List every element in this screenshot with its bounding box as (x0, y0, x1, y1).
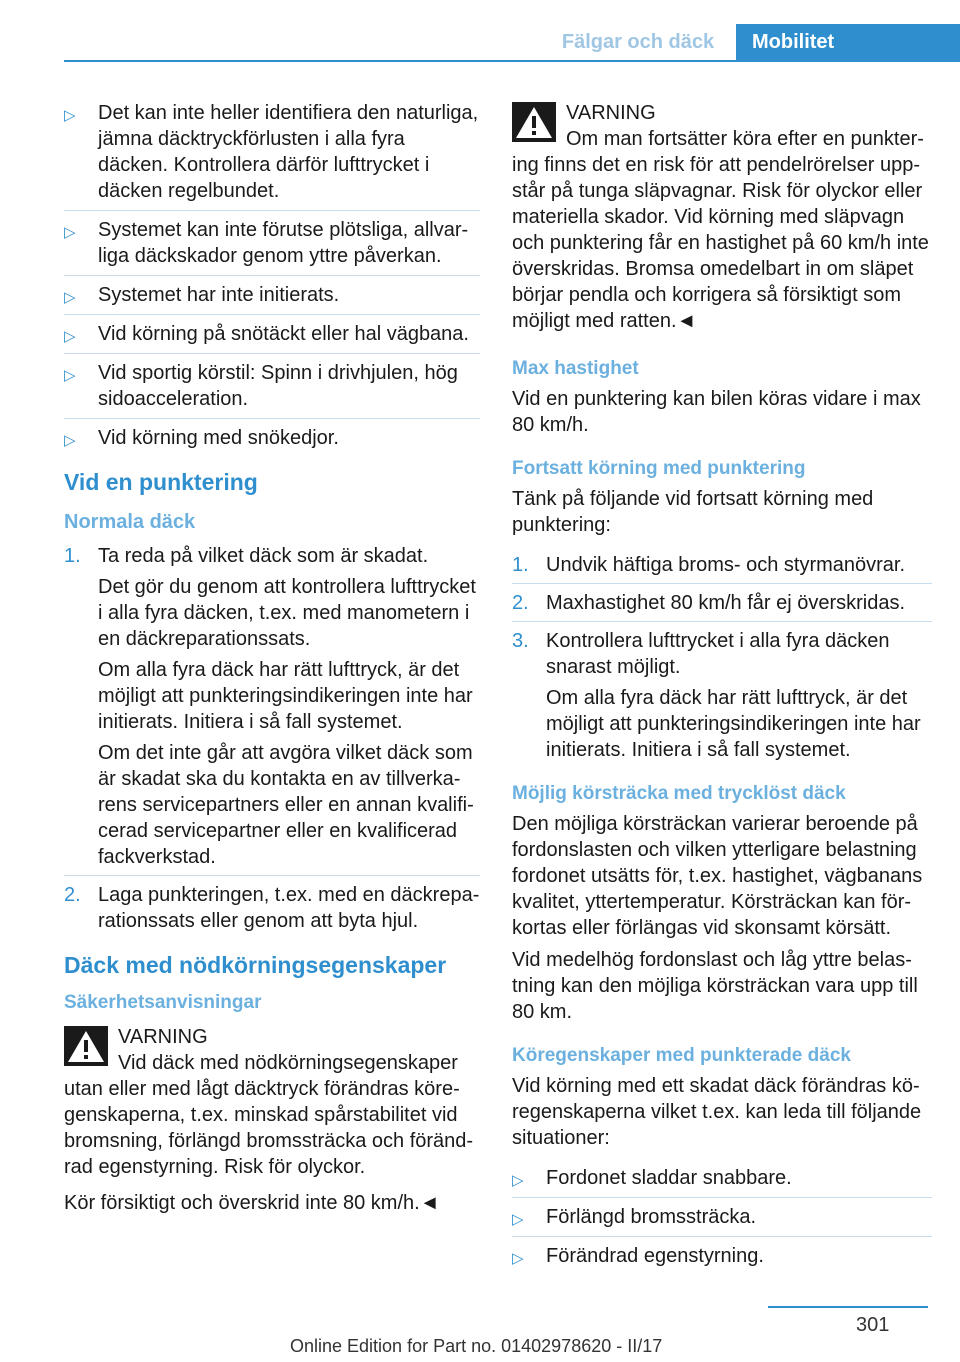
divider (512, 1197, 932, 1198)
triangle-bullet-icon: ▷ (512, 1172, 524, 1189)
warning-title: VARNING (118, 1026, 208, 1048)
step-text: Om det inte går att avgöra vilket däck som är skadat ska du kontakta en av tillverkarens servicepartners eller en annan kvalificerad servicepartner eller en kvalificerad fackverkstad. (98, 742, 474, 868)
step-number: 1. (512, 554, 529, 576)
list-item: ▷ Förändrad egenstyrning. (512, 1243, 932, 1269)
list-item: ▷ Fordonet sladdar snabbare. (512, 1165, 932, 1191)
list-item: ▷ Förlängd bromssträcka. (512, 1204, 932, 1230)
step-text: Ta reda på vilket däck som är skadat. (98, 545, 429, 567)
left-column (64, 100, 480, 1222)
paragraph: Vid körning med ett skadat däck förändras köregenskaperna vilket t.ex. kan leda till följande situationer: (512, 1075, 922, 1149)
numbered-step (512, 552, 932, 578)
triangle-bullet-icon: ▷ (64, 289, 76, 306)
footer-divider (768, 1306, 928, 1308)
page-number: 301 (856, 1314, 890, 1336)
step-text: Kontrollera lufttrycket i alla fyra däcken snarast möjligt. (546, 630, 890, 678)
divider (64, 418, 480, 419)
numbered-step (512, 628, 932, 763)
list-item: ▷ Vid körning på snötäckt eller hal vägbana. (64, 321, 480, 347)
heading-fortsatt-korning: Fortsatt körning med punktering (512, 458, 806, 479)
warning-triangle-icon (512, 102, 556, 142)
list-item: ▷ Vid körning med snökedjor. (64, 425, 480, 451)
heading-koregenskaper: Köregenskaper med punkterade däck (512, 1045, 851, 1066)
numbered-step (64, 543, 480, 870)
paragraph: Tänk på följande vid fortsatt körning med punktering: (512, 488, 874, 536)
list-item: ▷ Vid sportig körstil: Spinn i drivhjulen, hög sidoacceleration. (64, 362, 458, 410)
heading-vid-en-punktering: Vid en punktering (64, 469, 258, 495)
list-item: ▷ Systemet kan inte förutse plötsliga, allvarliga däckskador genom yttre påverkan. (64, 219, 469, 267)
divider (512, 621, 932, 622)
heading-sakerhetsanvisningar: Säkerhetsanvisningar (64, 992, 262, 1013)
paragraph: Vid medelhög fordonslast och låg yttre belastning kan den möjliga körsträckan vara upp till 80 km. (512, 949, 918, 1023)
warning-text: Vid däck med nödkörningsegenskaper utan eller med lågt däcktryck förändras köregenskaperna, t.ex. minskad spårstabilitet vid bromsning, förlängd bromssträcka och förändrad egenstyrning. Risk för olyckor. (64, 1052, 474, 1178)
divider (64, 210, 480, 211)
step-text: Det gör du genom att kontrollera lufttrycket i alla fyra däcken, t.ex. med manometern i en däckreparationssats. (98, 576, 476, 650)
header-divider (64, 60, 960, 62)
step-number: 1. (64, 545, 81, 567)
closing-text: Kör försiktigt och överskrid inte 80 km/h.◄ (64, 1192, 440, 1214)
warning-box (64, 1024, 480, 1180)
divider (64, 875, 480, 876)
triangle-bullet-icon: ▷ (64, 432, 76, 449)
step-text: Om alla fyra däck har rätt lufttryck, är det möjligt att punkteringsindikeringen inte har initierats. Initiera i så fall systemet. (98, 659, 473, 733)
step-number: 2. (512, 592, 529, 614)
edition-text: Online Edition for Part no. 01402978620 - II/17 (290, 1336, 663, 1356)
triangle-bullet-icon: ▷ (512, 1250, 524, 1267)
triangle-bullet-icon: ▷ (64, 107, 76, 124)
divider (512, 1236, 932, 1237)
step-text: Undvik häftiga broms- och styrmanövrar. (546, 554, 906, 576)
warning-triangle-icon (64, 1026, 108, 1066)
divider (512, 583, 932, 584)
numbered-step (64, 882, 480, 934)
list-item: ▷ Systemet har inte initierats. (64, 282, 480, 308)
heading-max-hastighet: Max hastighet (512, 358, 639, 379)
warning-text: Om man fortsätter köra efter en punktering finns det en risk för att pendelrörelser uppstår på tunga släpvagnar. Risk för olyckor eller materiella skador. Vid körning med släpvagn och punktering får en hastighet på 60 km/h inte överskridas. Bromsa omedelbart in om släpet börjar pendla och korrigera så försiktigt som möjligt med ratten.◄ (512, 128, 929, 332)
heading-normala-dack: Normala däck (64, 511, 196, 533)
section-tab-falgar: Fälgar och däck (561, 31, 715, 53)
paragraph: Den möjliga körsträckan varierar beroende på fordonslasten och vilken ytterligare belastning fordonet utsätts för, t.ex. hastighet, vägbanans kvalitet, yttertemperatur. Körsträckan kan förkortas eller förlängas vid skonsamt körsätt. (512, 813, 923, 939)
triangle-bullet-icon: ▷ (64, 367, 76, 384)
divider (64, 353, 480, 354)
heading-nodkorning: Däck med nödkörningsegenskaper (64, 952, 447, 978)
divider (64, 275, 480, 276)
triangle-bullet-icon: ▷ (64, 224, 76, 241)
step-text: Maxhastighet 80 km/h får ej överskridas. (546, 592, 906, 614)
section-tab-mobilitet: Mobilitet (736, 24, 960, 60)
step-text: Laga punkteringen, t.ex. med en däckreparationssats eller genom att byta hjul. (98, 884, 480, 932)
triangle-bullet-icon: ▷ (512, 1211, 524, 1228)
list-item: ▷ Det kan inte heller identifiera den naturliga, jämna däcktryckförlusten i alla fyra däcken. Kontrollera därför lufttrycket i däcken regelbundet. (64, 102, 479, 202)
step-text: Om alla fyra däck har rätt lufttryck, är det möjligt att punkteringsindikeringen inte har initierats. Initiera i så fall systemet. (546, 687, 921, 761)
step-number: 2. (64, 884, 81, 906)
right-column (512, 100, 932, 1275)
numbered-step (512, 590, 932, 616)
warning-title: VARNING (566, 102, 656, 124)
step-number: 3. (512, 630, 529, 652)
divider (64, 314, 480, 315)
heading-mojlig-korstracka: Möjlig körsträcka med trycklöst däck (512, 783, 846, 804)
triangle-bullet-icon: ▷ (64, 328, 76, 345)
paragraph: Vid en punktering kan bilen köras vidare i max 80 km/h. (512, 388, 921, 436)
warning-box (512, 100, 932, 334)
